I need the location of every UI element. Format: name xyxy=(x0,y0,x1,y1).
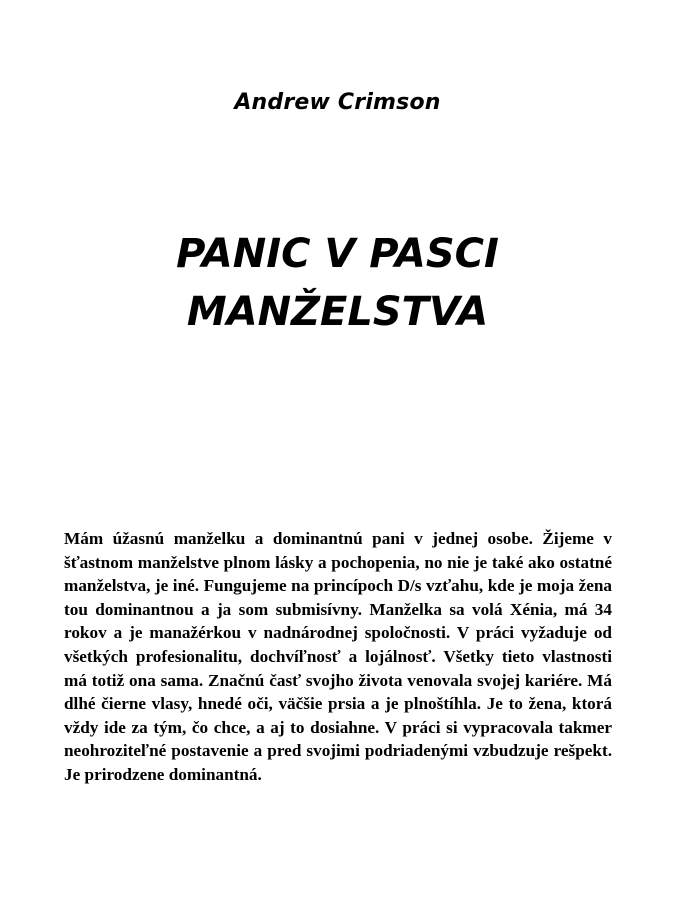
book-title-line-1: PANIC V PASCI xyxy=(176,231,499,277)
intro-paragraph: Mám úžasnú manželku a dominantnú pani v jednej osobe. Žijeme v šťastnom manželstve plnom lásky a pochopenia, no nie je také ako ostatné manželstva, je iné. Fungujeme na princípoch D/s vzťahu, kde je moja žena tou dominantnou a ja som submisívny. Manželka sa volá Xénia, má 34 rokov a je manažérkou v nadnárodnej spoločnosti. V práci vyžaduje od všetkých profesionalitu, dochvíľnosť a lojálnosť. Všetky tieto vlastnosti má totiž ona sama. Značnú časť svojho života venovala svojej kariére. Má dlhé čierne vlasy, hnedé oči, väčšie prsia a je plnoštíhla. Je to žena, ktorá vždy ide za tým, čo chce, a aj to dosiahne. V práci si vypracovala takmer neohroziteľné postavenie a pred svojimi podriadenými vzbudzuje rešpekt. Je prirodzene dominantná. xyxy=(64,529,612,784)
book-title-line-2: MANŽELSTVA xyxy=(186,289,489,335)
book-title xyxy=(0,225,675,341)
author-name: Andrew Crimson xyxy=(234,90,441,115)
